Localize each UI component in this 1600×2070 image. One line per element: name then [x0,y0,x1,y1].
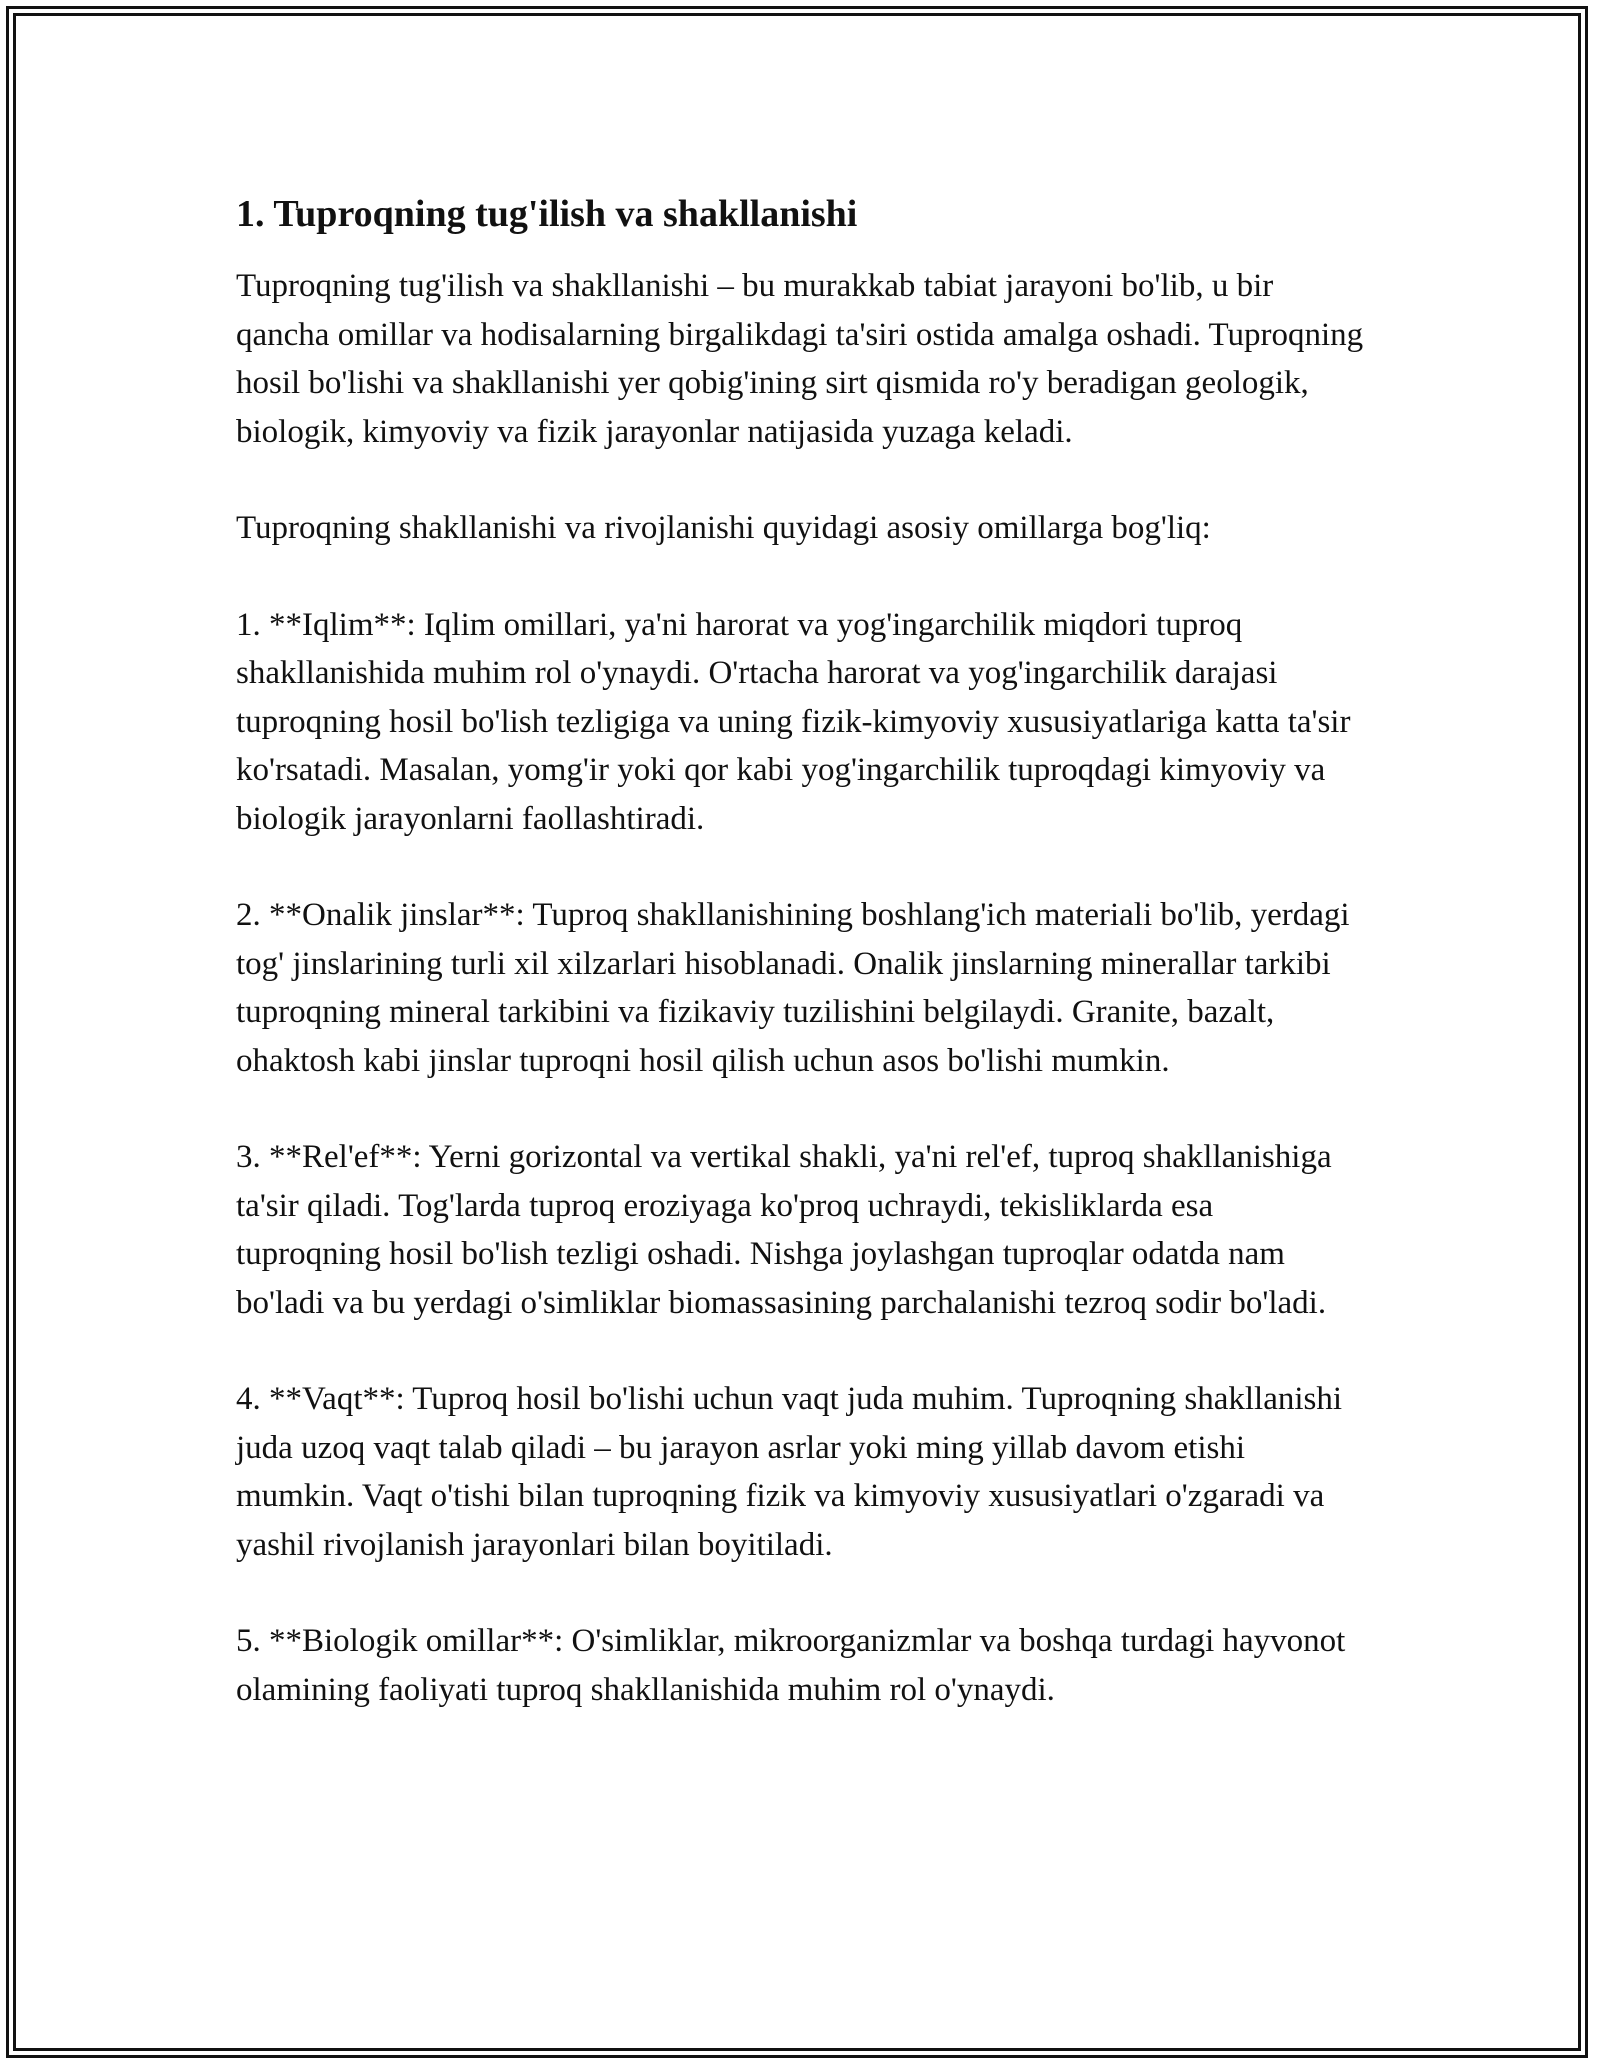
paragraph-biological: 5. **Biologik omillar**: O'simliklar, mikroorganizmlar va boshqa turdagi hayvonot olamining faoliyati tuproq shakllanishida muhim rol o'ynaydi. [236,1623,1346,1708]
paragraph-time: 4. **Vaqt**: Tuproq hosil bo'lishi uchun vaqt juda muhim. Tuproqning shakllanishi juda uzoq vaqt talab qiladi – bu jarayon asrlar yoki ming yillab davom etishi mumkin. Vaqt o'tishi bilan tuproqning fizik va kimyoviy xususiyatlari o'zgaradi va yashil rivojlanish jarayonlari bilan boyitiladi. [236,1381,1343,1563]
paragraph-climate: 1. **Iqlim**: Iqlim omillari, ya'ni harorat va yog'ingarchilik miqdori tuproq shakllanishida muhim rol o'ynaydi. O'rtacha harorat va yog'ingarchilik darajasi tuproqning hosil bo'lish tezligiga va uning fizik-kimyoviy xususiyatlariga katta ta'sir ko'rsatadi. Masalan, yomg'ir yoki qor kabi yog'ingarchilik tuproqdagi kimyoviy va biologik jarayonlarni faollashtiradi. [236,606,1351,837]
paragraph-parent-rocks: 2. **Onalik jinslar**: Tuproq shakllanishining boshlang'ich materiali bo'lib, yerdagi tog' jinslarining turli xil xilzarlari hisoblanadi. Onalik jinslarning minerallar tarkibi tuproqning mineral tarkibini va fizikaviy tuzilishini belgilaydi. Granite, bazalt, ohaktosh kabi jinslar tuproqni hosil qilish uchun asos bo'lishi mumkin. [236,897,1350,1079]
paragraph-relief: 3. **Rel'ef**: Yerni gorizontal va vertikal shakli, ya'ni rel'ef, tuproq shakllanishiga ta'sir qiladi. Tog'larda tuproq eroziyaga ko'proq uchraydi, tekisliklarda esa tuproqning hosil bo'lish tezligi oshadi. Nishga joylashgan tuproqlar odatda nam bo'ladi va bu yerdagi o'simliklar biomassasining parchalanishi tezroq sodir bo'ladi. [236,1139,1332,1321]
paragraph-intro: Tuproqning tug'ilish va shakllanishi – bu murakkab tabiat jarayoni bo'lib, u bir qancha omillar va hodisalarning birgalikdagi ta'siri ostida amalga oshadi. Tuproqning hosil bo'lishi va shakllanishi yer qobig'ining sirt qismida ro'y beradigan geologik, biologik, kimyoviy va fizik jarayonlar natijasida yuzaga keladi. [236,268,1364,450]
document-body [236,186,1366,1762]
section-heading: 1. Tuproqning tug'ilish va shakllanishi [236,193,858,235]
paragraph-factors-lead: Tuproqning shakllanishi va rivojlanishi quyidagi asosiy omillarga bog'liq: [236,510,1211,546]
